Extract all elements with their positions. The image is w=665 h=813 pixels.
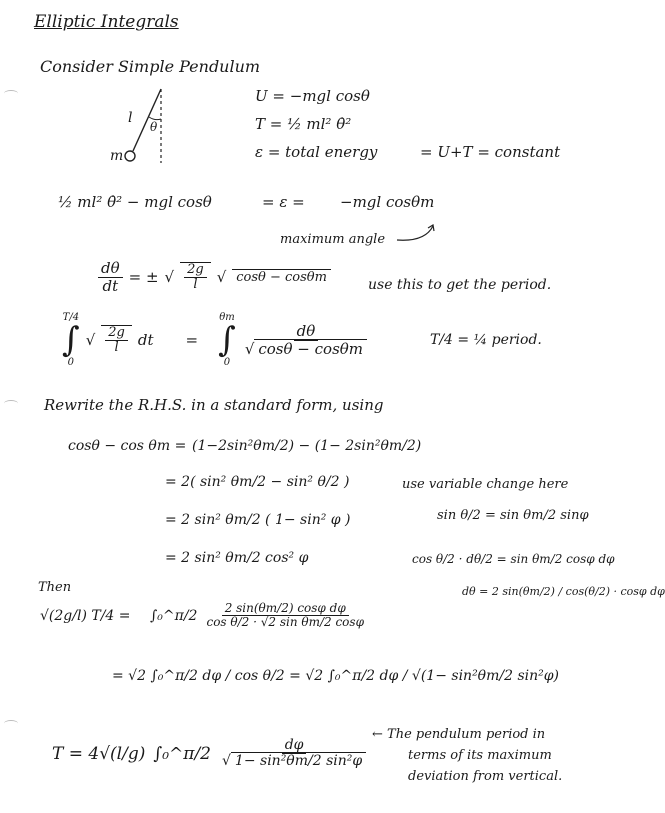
cos-diff-line2: = 2( sin² θm/2 − sin² θ/2 )	[165, 474, 350, 490]
total-energy-rhs: = U+T = constant	[420, 143, 561, 161]
variable-change-2: cos θ/2 · dθ/2 = sin θm/2 cosφ dφ	[412, 552, 615, 566]
then-label: Then	[38, 580, 72, 595]
quarter-period-note: T/4 = ¼ period.	[430, 332, 542, 348]
potential-energy-eq: U = −mgl cosθ	[255, 87, 370, 105]
page-title: Elliptic Integrals	[34, 12, 179, 32]
energy-lhs: ½ ml² θ̇² − mgl cosθ	[58, 193, 212, 211]
variable-change-1: sin θ/2 = sin θm/2 sinφ	[437, 508, 589, 523]
energy-mid: = ε =	[262, 193, 305, 211]
rewrite-heading: Rewrite the R.H.S. in a standard form, using	[44, 396, 384, 414]
length-label: l	[128, 110, 133, 126]
then-line2: = √2 ∫₀^π/2 dφ / cos θ/2 = √2 ∫₀^π/2 dφ / √(1− sin²θm/2 sin²φ)	[112, 668, 560, 684]
energy-rhs: −mgl cosθm	[340, 193, 435, 211]
hole-punch-mark	[4, 400, 18, 407]
dtheta-dt-eq: $\frac{d\theta}{dt}$ = ± √ $\frac{2g}{l}$ √ cosθ − cosθm	[98, 260, 331, 294]
final-note-line: deviation from vertical.	[408, 768, 563, 784]
hole-punch-mark	[4, 720, 18, 727]
final-note-line: terms of its maximum	[408, 747, 552, 763]
final-note-line: ← The pendulum period in	[372, 727, 546, 742]
then-line1-rhs: ∫₀^π/2 $\frac{\text{2 sin(θm/2) cosφ dφ}}{\text{cos θ/2 · √2 sin θm/2 cosφ}}$	[150, 601, 364, 630]
hole-punch-mark	[4, 90, 18, 97]
cos-diff-line1: (1−2sin²θm/2) − (1− 2sin²θm/2)	[192, 438, 422, 454]
then-line1-lhs: √(2g/l) T/4 =	[40, 608, 131, 624]
variable-change-3: dθ = 2 sin(θm/2) / cos(θ/2) · cosφ dφ	[462, 585, 665, 598]
angle-label: θ	[150, 120, 158, 134]
arrow-icon	[395, 222, 440, 246]
final-note	[372, 725, 562, 787]
cos-diff-line4: = 2 sin² θm/2 cos² φ	[165, 550, 309, 566]
period-note: use this to get the period.	[368, 277, 552, 293]
section-heading: Consider Simple Pendulum	[40, 57, 261, 76]
cos-diff-line3: = 2 sin² θm/2 ( 1− sin² φ )	[165, 512, 351, 528]
final-period-eq: T = 4√(l/g) ∫₀^π/2 $\frac{d\varphi}{\text{√ 1− sin²θm/2 sin²φ}}$	[52, 738, 369, 770]
kinetic-energy-eq: T = ½ ml² θ̇²	[255, 115, 352, 133]
period-integral-eq: T/4 ∫ 0 √ $\frac{2g}{l}$ dt = θm ∫ 0 $\frac{d\theta}{√ \cos\theta - \cos\theta m}$	[62, 312, 370, 368]
total-energy-eq: ε = total energy	[255, 143, 378, 161]
max-angle-label: maximum angle	[280, 232, 386, 247]
variable-change-note: use variable change here	[402, 477, 569, 492]
cos-diff-lhs: cosθ − cos θm =	[68, 438, 187, 454]
mass-label: m	[110, 148, 124, 164]
